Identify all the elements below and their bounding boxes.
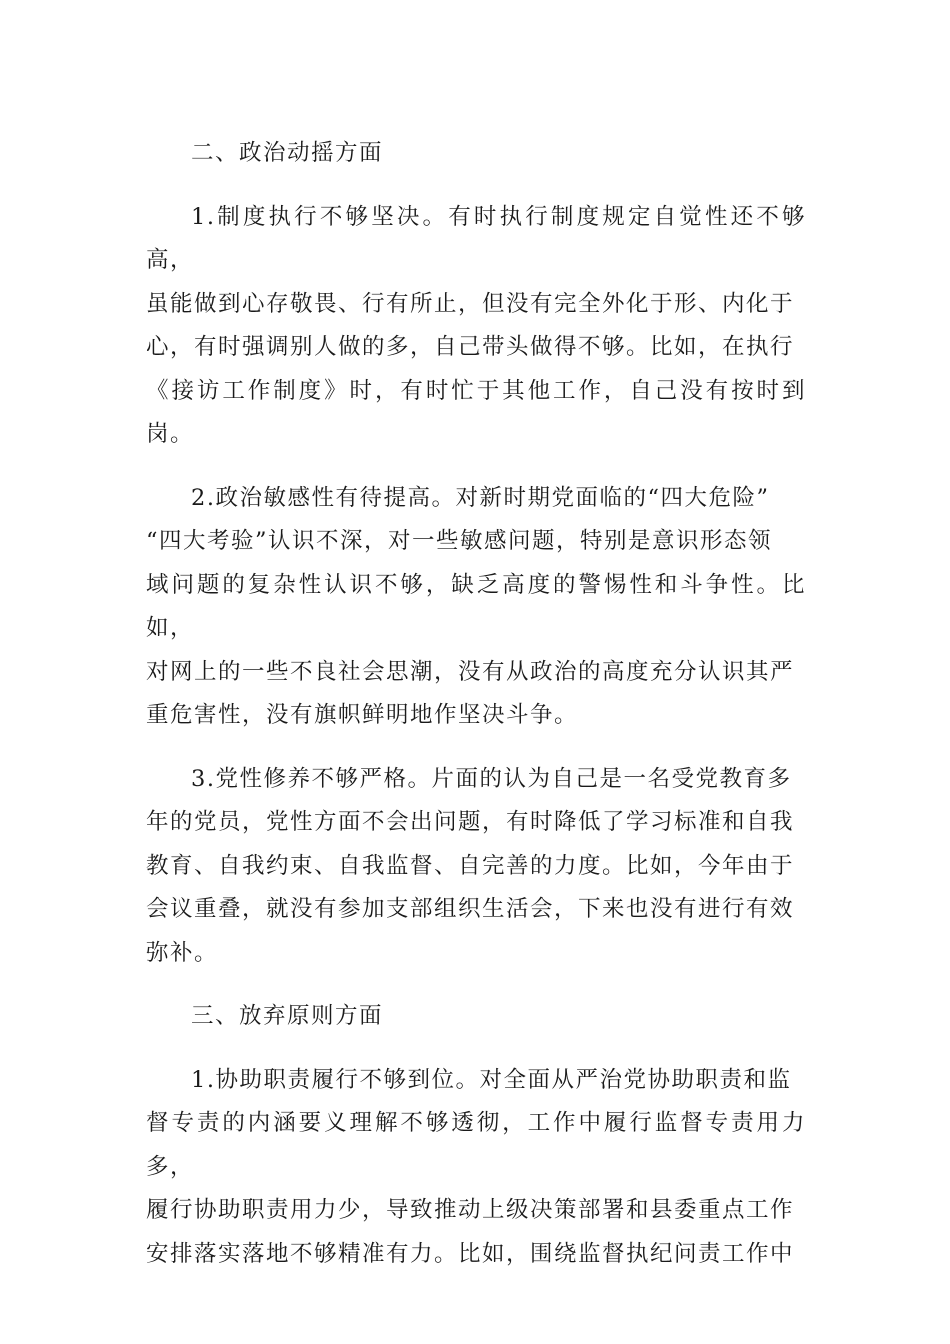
- paragraph: [146, 1059, 806, 1277]
- text-line: 履行协助职责用力少，导致推动上级决策部署和县委重点工作: [146, 1197, 795, 1223]
- text-line: 会议重叠，就没有参加支部组织生活会，下来也没有进行有效: [146, 896, 795, 922]
- text-line: 教育、自我约束、自我监督、自完善的力度。比如，今年由于: [146, 852, 795, 879]
- text-line: “四大考验”认识不深，对一些敏感问题，特别是意识形态领: [146, 528, 773, 554]
- text-line: 1.协助职责履行不够到位。对全面从严治党协助职责和监: [191, 1066, 792, 1093]
- text-line: 安排落实落地不够精准有力。比如，围绕监督执纪问责工作中: [146, 1240, 795, 1267]
- section-heading: 二、政治动摇方面: [191, 140, 384, 166]
- text-line: 对网上的一些不良社会思潮，没有从政治的高度充分认识其严: [146, 658, 795, 685]
- section-heading: 三、放弃原则方面: [191, 1003, 384, 1029]
- text-line: 域问题的复杂性认识不够，缺乏高度的警惕性和斗争性。比如，: [146, 571, 806, 641]
- text-line: 重危害性，没有旗帜鲜明地作坚决斗争。: [146, 702, 579, 728]
- text-line: 年的党员，党性方面不会出问题，有时降低了学习标准和自我: [146, 809, 795, 835]
- text-line: 虽能做到心存敬畏、行有所止，但没有完全外化于形、内化于: [146, 290, 795, 317]
- paragraph: [146, 758, 806, 976]
- document-body: [146, 132, 806, 1296]
- paragraph: [146, 196, 806, 457]
- text-line: 弥补。: [146, 939, 219, 966]
- text-line: 督专责的内涵要义理解不够透彻，工作中履行监督专责用力多，: [146, 1110, 806, 1180]
- text-line: 心，有时强调别人做的多，自己带头做得不够。比如，在执行: [146, 334, 795, 360]
- text-line: 《接访工作制度》时，有时忙于其他工作，自己没有按时到岗。: [146, 377, 806, 447]
- text-line: 2.政治敏感性有待提高。对新时期党面临的“四大危险”: [191, 484, 770, 511]
- paragraph: [146, 477, 806, 738]
- text-line: 3.党性修养不够严格。片面的认为自己是一名受党教育多: [191, 765, 792, 792]
- text-line: 1.制度执行不够坚决。有时执行制度规定自觉性还不够高，: [146, 203, 806, 273]
